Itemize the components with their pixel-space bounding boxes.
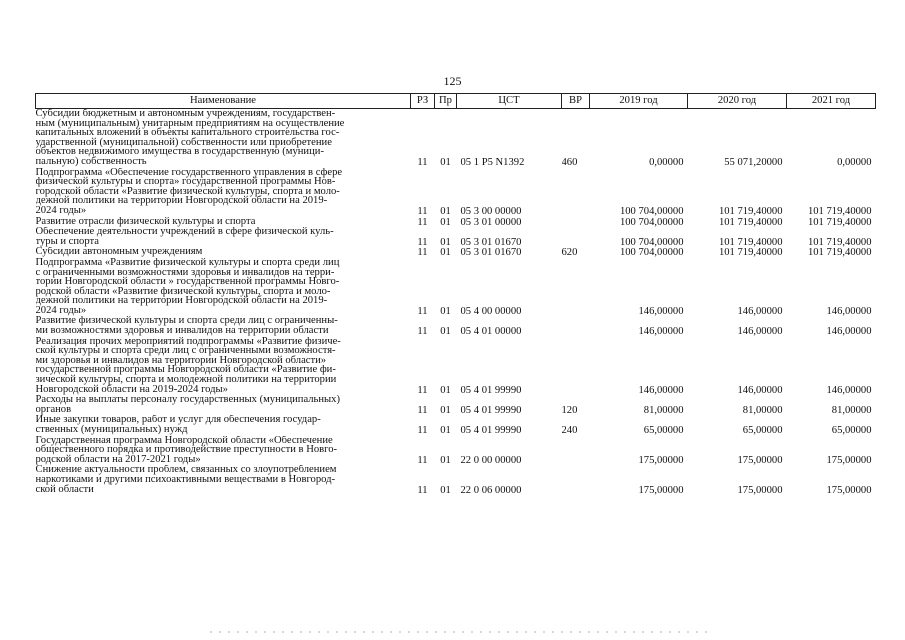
row-name-line: Субсидии автономным учреждениям <box>35 247 203 258</box>
row-cst: 05 1 P5 N1392 <box>460 156 525 168</box>
row-vr <box>562 217 590 228</box>
row-name-line: Подпрограмма «Обеспечение государственного управления в сфере <box>35 167 343 178</box>
row-rz: 11 <box>417 425 428 436</box>
row-pr: 01 <box>440 454 451 466</box>
row-name-line: дежной политики на территории Новгородской области на 2019- <box>35 295 328 307</box>
row-name <box>36 247 411 258</box>
row-name-line: 2024 годы» <box>35 304 87 316</box>
row-name-line: родской области «Развитие физической культуры, спорта и моло- <box>35 285 331 297</box>
row-2020: 101 719,40000 <box>718 205 783 217</box>
row-name-line: физической культуры и спорта» государственной программы Нов- <box>35 176 336 188</box>
row-pr: 01 <box>440 216 451 228</box>
row-2021: 175,00000 <box>826 454 872 466</box>
row-name-line: Снижение актуальности проблем, связанных со злоупотреблением <box>35 465 337 476</box>
row-name-line: ударственной (муниципальной) собственности или приобретение <box>35 136 332 148</box>
row-cst: 05 4 01 99990 <box>460 404 522 416</box>
table-row <box>36 217 876 228</box>
row-name <box>36 168 411 217</box>
row-name-line: Развитие физической культуры и спорта среди лиц с ограниченны- <box>35 316 338 327</box>
row-vr <box>562 316 590 336</box>
row-2019: 0,00000 <box>649 156 684 168</box>
row-cst: 05 4 01 00000 <box>460 326 522 337</box>
row-name-line: Развитие отрасли физической культуры и спорта <box>35 216 256 227</box>
row-2019: 100 704,00000 <box>619 247 684 258</box>
row-rz: 11 <box>417 454 428 466</box>
row-pr: 01 <box>440 484 451 496</box>
row-name <box>36 258 411 317</box>
row-name-line: капитальных вложений в объекты капитального строительства гос- <box>35 127 340 139</box>
row-2020: 146,00000 <box>737 305 783 317</box>
table-row <box>36 227 876 247</box>
row-2021: 81,00000 <box>831 404 872 416</box>
row-2021: 146,00000 <box>826 384 872 396</box>
row-name <box>36 227 411 247</box>
row-name-line: тории Новгородской области » государственной программы Новго- <box>35 276 340 288</box>
row-name-line: дежной политики на территории Новгородской области на 2019- <box>35 195 328 207</box>
row-pr: 01 <box>440 404 451 416</box>
row-pr: 01 <box>440 247 451 258</box>
row-2019: 146,00000 <box>638 384 684 396</box>
row-rz: 11 <box>417 384 428 396</box>
row-name-line: Реализация прочих мероприятий подпрограммы «Развитие физиче- <box>35 336 341 347</box>
table-row <box>36 109 876 168</box>
row-2021: 65,00000 <box>831 425 872 436</box>
row-name-line: Расходы на выплаты персоналу государственных (муниципальных) <box>35 395 340 406</box>
row-vr <box>562 465 590 495</box>
header-rz: РЗ <box>411 94 435 109</box>
row-2020: 81,00000 <box>742 404 783 416</box>
row-cst: 05 3 01 00000 <box>460 216 522 228</box>
scan-artifact <box>210 631 710 633</box>
row-2020: 65,00000 <box>742 425 783 436</box>
row-name <box>36 395 411 415</box>
row-2020: 101 719,40000 <box>718 216 783 228</box>
row-cst: 05 3 01 01670 <box>460 247 522 258</box>
row-vr <box>562 258 590 317</box>
row-cst: 05 4 01 99990 <box>460 425 522 436</box>
header-cst: ЦСТ <box>457 94 562 109</box>
row-vr <box>562 168 590 217</box>
row-name-line: Субсидии бюджетным и автономным учреждениям, государствен- <box>35 108 336 119</box>
table-header-row <box>36 94 876 109</box>
row-cst: 22 0 00 00000 <box>460 454 522 466</box>
row-pr: 01 <box>440 305 451 317</box>
row-cst: 05 4 01 99990 <box>460 384 522 396</box>
row-name-line: общественного порядка и противодействие преступности в Новго- <box>35 444 338 456</box>
row-2019: 146,00000 <box>638 305 684 317</box>
row-2021: 101 719,40000 <box>807 247 872 258</box>
row-2021: 101 719,40000 <box>807 205 872 217</box>
row-rz: 11 <box>417 404 428 416</box>
row-name-line: пальную) собственность <box>35 155 147 167</box>
row-name-line: зической культуры, спорта и молодежной политики на территории <box>35 374 337 386</box>
row-pr: 01 <box>440 205 451 217</box>
row-pr: 01 <box>440 236 451 248</box>
row-rz: 11 <box>417 205 428 217</box>
row-2019: 175,00000 <box>638 454 684 466</box>
row-2021: 101 719,40000 <box>807 216 872 228</box>
row-name-line: наркотиками и другими психоактивными веществами в Новгород- <box>35 473 336 485</box>
row-vr <box>562 227 590 247</box>
row-name-line: Новгородской области на 2019-2024 годы» <box>35 383 228 395</box>
row-2021: 101 719,40000 <box>807 236 872 248</box>
row-2019: 65,00000 <box>643 425 684 436</box>
row-name-line: Иные закупки товаров, работ и услуг для обеспечения государ- <box>35 415 321 426</box>
row-2021: 146,00000 <box>826 326 872 337</box>
row-name-line: Подпрограмма «Развитие физической культуры и спорта среди лиц <box>35 257 340 268</box>
row-vr: 460 <box>561 156 578 168</box>
row-2020: 101 719,40000 <box>718 247 783 258</box>
row-name-line: с ограниченными возможностями здоровья и инвалидов на терри- <box>35 266 335 278</box>
page-number: 125 <box>443 74 462 88</box>
row-2020: 175,00000 <box>737 484 783 496</box>
header-vr: ВР <box>562 94 590 109</box>
row-name <box>36 337 411 396</box>
row-pr: 01 <box>440 326 451 337</box>
row-name-line: ным (муниципальным) унитарным предприятиям на осуществление <box>35 117 345 129</box>
row-name-line: туры и спорта <box>35 235 99 247</box>
header-2020: 2020 год <box>688 94 787 109</box>
row-rz: 11 <box>417 156 428 168</box>
row-2020: 55 071,20000 <box>724 156 783 168</box>
header-2019: 2019 год <box>590 94 688 109</box>
row-name <box>36 217 411 228</box>
row-name-line: 2024 годы» <box>35 204 87 216</box>
row-pr: 01 <box>440 156 451 168</box>
row-rz: 11 <box>417 236 428 248</box>
row-vr <box>562 337 590 396</box>
table-row <box>36 415 876 435</box>
row-2019: 100 704,00000 <box>619 205 684 217</box>
row-2021: 146,00000 <box>826 305 872 317</box>
table-body <box>36 109 876 496</box>
table-row <box>36 436 876 466</box>
row-name-line: органов <box>35 403 72 415</box>
row-2020: 175,00000 <box>737 454 783 466</box>
row-name-line: государственной программы Новгородской области «Развитие фи- <box>35 364 336 376</box>
row-name-line: родской области на 2017-2021 годы» <box>35 453 201 465</box>
row-name-line: объектов недвижимого имущества в государственную (муници- <box>35 146 324 158</box>
table-row <box>36 337 876 396</box>
row-name <box>36 465 411 495</box>
row-name-line: ми возможностями здоровья и инвалидов на территории области <box>35 325 329 337</box>
row-2021: 0,00000 <box>837 156 872 168</box>
header-name: Наименование <box>36 94 411 109</box>
row-name-line: Государственная программа Новгородской области «Обеспечение <box>35 435 333 446</box>
row-rz: 11 <box>417 326 428 337</box>
table-row <box>36 395 876 415</box>
row-2019: 146,00000 <box>638 326 684 337</box>
row-rz: 11 <box>417 216 428 228</box>
row-name <box>36 109 411 168</box>
row-name <box>36 316 411 336</box>
row-vr: 240 <box>561 425 578 436</box>
row-rz: 11 <box>417 305 428 317</box>
row-vr: 620 <box>561 247 578 258</box>
row-cst: 05 3 00 00000 <box>460 205 522 217</box>
budget-table <box>35 93 876 495</box>
row-2020: 101 719,40000 <box>718 236 783 248</box>
row-pr: 01 <box>440 384 451 396</box>
row-name-line: ской области <box>35 483 94 495</box>
header-pr: Пр <box>435 94 457 109</box>
row-2020: 146,00000 <box>737 326 783 337</box>
table-row <box>36 465 876 495</box>
row-cst: 22 0 06 00000 <box>460 484 522 496</box>
row-name-line: ской культуры и спорта среди лиц с ограниченными возможностя- <box>35 345 336 357</box>
row-name-line: Обеспечение деятельности учреждений в сфере физической куль- <box>35 227 334 238</box>
table-row <box>36 316 876 336</box>
row-name <box>36 415 411 435</box>
row-2019: 81,00000 <box>643 404 684 416</box>
row-pr: 01 <box>440 425 451 436</box>
row-name-line: ственных (муниципальных) нужд <box>35 424 188 435</box>
row-name-line: городской области «Развитие физической культуры, спорта и моло- <box>35 185 340 197</box>
table-row <box>36 258 876 317</box>
row-cst: 05 4 00 00000 <box>460 305 522 317</box>
row-2020: 146,00000 <box>737 384 783 396</box>
row-vr <box>562 436 590 466</box>
row-rz: 11 <box>417 247 428 258</box>
table-row <box>36 247 876 258</box>
row-name-line: ми здоровья и инвалидов на территории Новгородской области» <box>35 354 327 366</box>
row-2019: 100 704,00000 <box>619 216 684 228</box>
row-rz: 11 <box>417 484 428 496</box>
row-2021: 175,00000 <box>826 484 872 496</box>
row-name <box>36 436 411 466</box>
row-vr: 120 <box>561 404 578 416</box>
row-cst: 05 3 01 01670 <box>460 236 522 248</box>
header-2021: 2021 год <box>787 94 876 109</box>
row-2019: 100 704,00000 <box>619 236 684 248</box>
table-row <box>36 168 876 217</box>
row-2019: 175,00000 <box>638 484 684 496</box>
